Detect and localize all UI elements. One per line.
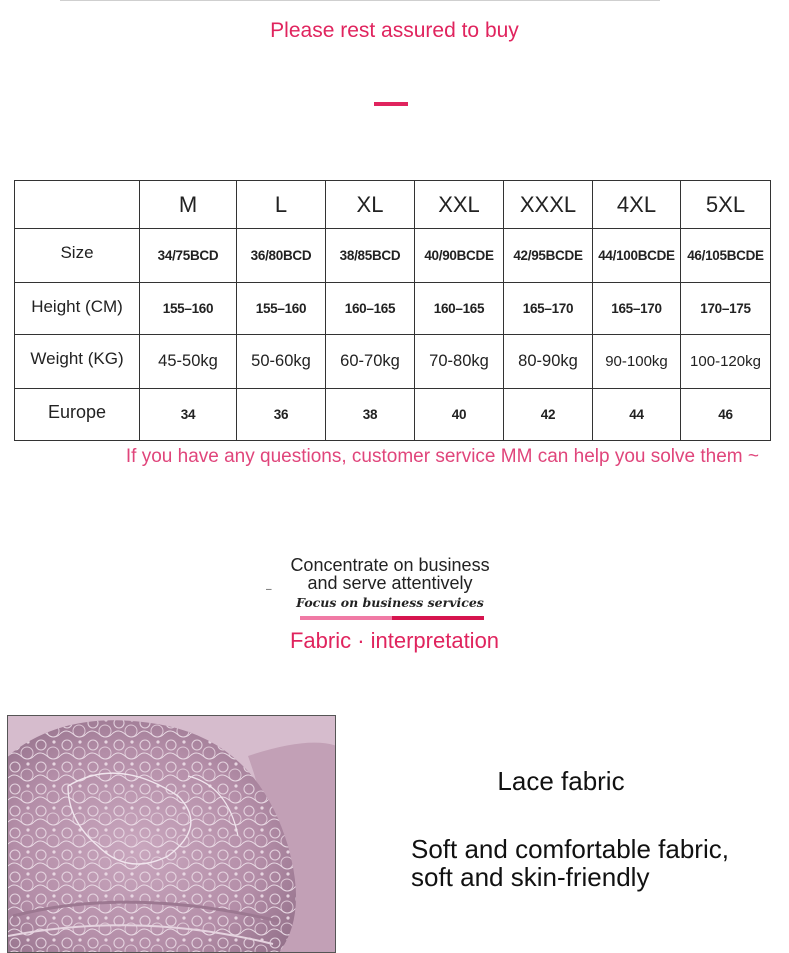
table-header-row	[15, 181, 771, 229]
table-cell: 44	[593, 389, 681, 441]
header-cell-m: M	[140, 181, 237, 229]
table-cell: 90-100kg	[593, 335, 681, 389]
table-cell: 50-60kg	[237, 335, 326, 389]
business-tagline: Focus on business services	[296, 595, 484, 610]
business-slogan	[240, 556, 540, 592]
table-cell: 44/100BCDE	[593, 229, 681, 283]
faint-fabric-subtitle	[290, 660, 500, 680]
top-divider	[60, 0, 660, 1]
header-cell-xl: XL	[326, 181, 415, 229]
table-cell: 40/90BCDE	[415, 229, 504, 283]
header-cell-xxxl: XXXL	[504, 181, 593, 229]
header-cell-xxl: XXL	[415, 181, 504, 229]
small-dash-mark: –	[266, 584, 272, 595]
row-label-europe: Europe	[15, 389, 140, 441]
table-row	[15, 229, 771, 283]
header-cell-empty	[15, 181, 140, 229]
table-cell: 40	[415, 389, 504, 441]
table-cell: 70-80kg	[415, 335, 504, 389]
row-label-height: Height (CM)	[15, 283, 140, 335]
table-cell: 165–170	[593, 283, 681, 335]
description-line-2: soft and skin-friendly	[411, 862, 650, 892]
table-cell: 34/75BCD	[140, 229, 237, 283]
divider-bar-pink	[300, 616, 392, 620]
table-cell: 155–160	[140, 283, 237, 335]
slogan-line-2: and serve attentively	[307, 573, 473, 593]
table-cell: 165–170	[504, 283, 593, 335]
size-chart-table	[14, 180, 771, 441]
table-cell: 80-90kg	[504, 335, 593, 389]
table-cell: 36	[237, 389, 326, 441]
header-cell-5xl: 5XL	[681, 181, 771, 229]
title-underline	[374, 102, 408, 106]
table-cell: 160–165	[326, 283, 415, 335]
table-row	[15, 389, 771, 441]
table-cell: 100-120kg	[681, 335, 771, 389]
fabric-description	[411, 835, 781, 891]
table-cell: 46	[681, 389, 771, 441]
page-title: Please rest assured to buy	[270, 19, 519, 42]
row-label-size: Size	[15, 229, 140, 283]
divider-bar-red	[392, 616, 484, 620]
table-cell: 42/95BCDE	[504, 229, 593, 283]
fabric-section-title: Fabric · interpretation	[289, 628, 500, 653]
description-line-1: Soft and comfortable fabric,	[411, 834, 729, 864]
table-row	[15, 283, 771, 335]
faint-subtitle	[250, 47, 540, 69]
customer-service-note: If you have any questions, customer service MM can help you solve them ~	[125, 446, 759, 467]
table-cell: 34	[140, 389, 237, 441]
table-cell: 160–165	[415, 283, 504, 335]
table-cell: 60-70kg	[326, 335, 415, 389]
table-cell: 42	[504, 389, 593, 441]
table-row	[15, 335, 771, 389]
lace-fabric-photo	[7, 715, 336, 953]
header-cell-4xl: 4XL	[593, 181, 681, 229]
table-cell: 170–175	[681, 283, 771, 335]
table-cell: 38	[326, 389, 415, 441]
table-cell: 45-50kg	[140, 335, 237, 389]
header-cell-l: L	[237, 181, 326, 229]
table-cell: 46/105BCDE	[681, 229, 771, 283]
table-cell: 38/85BCD	[326, 229, 415, 283]
table-cell: 155–160	[237, 283, 326, 335]
table-cell: 36/80BCD	[237, 229, 326, 283]
fabric-name: Lace fabric	[497, 766, 625, 796]
row-label-weight: Weight (KG)	[15, 335, 140, 389]
slogan-line-1: Concentrate on business	[290, 555, 490, 575]
